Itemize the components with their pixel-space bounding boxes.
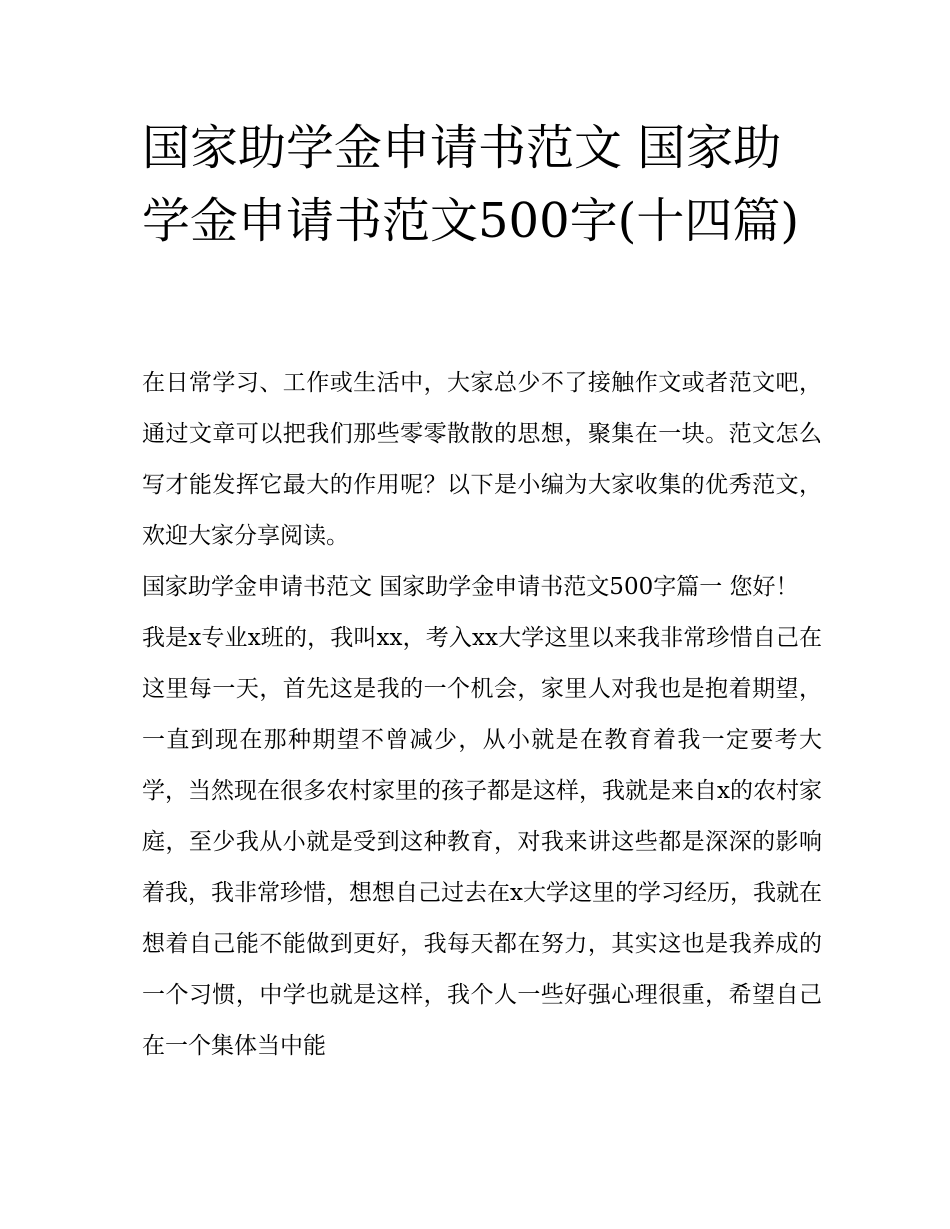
document-body xyxy=(142,358,822,1072)
paragraph-intro: 在日常学习、工作或生活中，大家总少不了接触作文或者范文吧，通过文章可以把我们那些零零散散的思想，聚集在一块。范文怎么写才能发挥它最大的作用呢？以下是小编为大家收集的优秀范文，欢迎大家分享阅读。 xyxy=(142,370,822,549)
paragraph-heading-1: 国家助学金申请书范文 国家助学金申请书范文500字篇一 您好！ xyxy=(142,574,799,600)
document-title: 国家助学金申请书范文 国家助学金申请书范文500字(十四篇) xyxy=(142,120,800,249)
paragraph-letter-body: 我是x专业x班的，我叫xx，考入xx大学这里以来我非常珍惜自己在这里每一天，首先这是我的一个机会，家里人对我也是抱着期望，一直到现在那种期望不曾减少，从小就是在教育着我一定要考大学，当然现在很多农村家里的孩子都是这样，我就是来自x的农村家庭，至少我从小就是受到这种教育，对我来讲这些都是深深的影响着我，我非常珍惜，想想自己过去在x大学这里的学习经历，我就在想着自己能不能做到更好，我每天都在努力，其实这也是我养成的一个习惯，中学也就是这样，我个人一些好强心理很重，希望自己在一个集体当中能 xyxy=(142,625,822,1059)
